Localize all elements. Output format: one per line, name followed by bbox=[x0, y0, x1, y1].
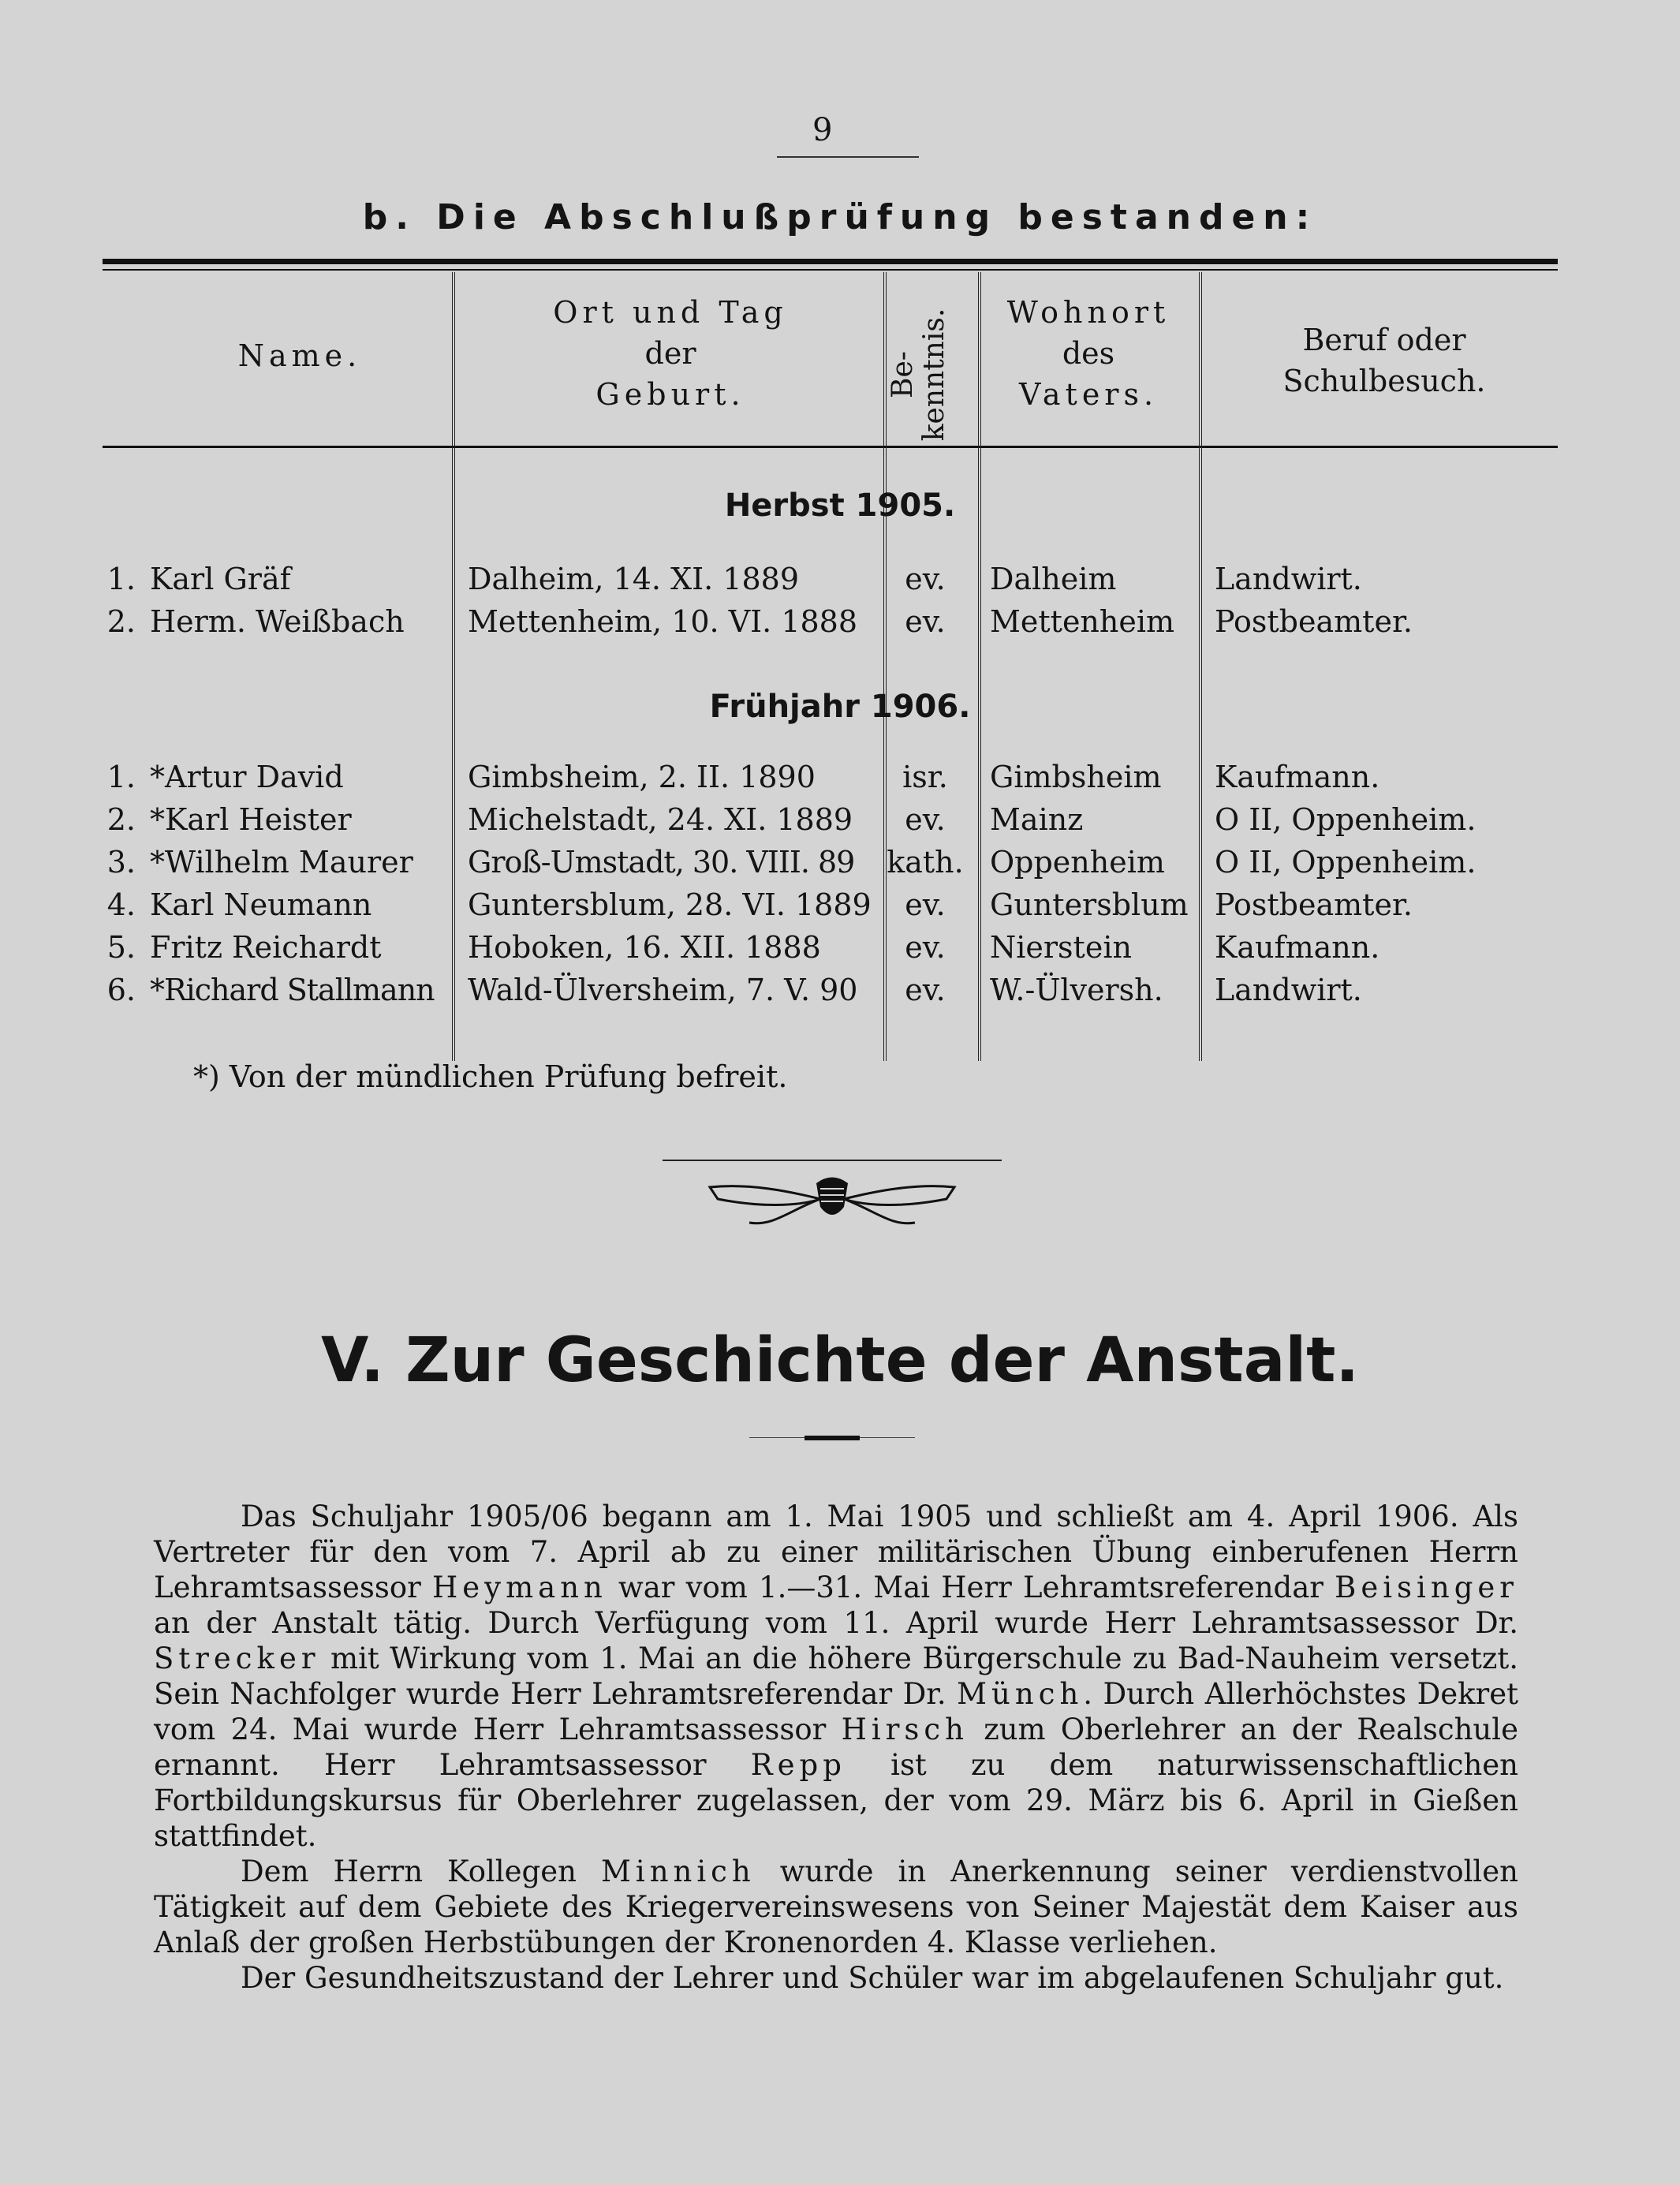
text-run: mit Wirkung vom 1. Mai an die höhere Bürgerschule zu Bad-Nauheim versetzt. Sein Nachfolger wurde Herr Lehramtsreferendar Dr. bbox=[154, 1642, 1518, 1711]
section-title: Herbst 1905. bbox=[724, 487, 956, 524]
paragraph-2 bbox=[154, 1854, 1518, 1960]
header-wohnort-line1: Wohnort bbox=[1006, 295, 1170, 330]
section-heading: b. Die Abschlußprüfung bestanden: bbox=[362, 197, 1318, 237]
text-run: an der Anstalt tätig. Durch Verfügung vom 11. April wurde Herr Lehramtsassessor Dr. bbox=[154, 1606, 1518, 1640]
row-birth: Dalheim, 14. XI. 1889 bbox=[468, 562, 800, 596]
table-top-rule bbox=[103, 259, 1558, 264]
header-ort-line1: Ort und Tag bbox=[553, 295, 788, 330]
row-profession: O II, Oppenheim. bbox=[1215, 845, 1477, 880]
row-birth: Guntersblum, 28. VI. 1889 bbox=[468, 887, 872, 922]
text-run: zum Oberlehrer an der Realschule ernannt. Herr Lehramtsassessor bbox=[154, 1713, 1518, 1782]
row-number: 3. bbox=[106, 845, 136, 880]
paragraph-3: Der Gesundheitszustand der Lehrer und Schüler war im abgelaufenen Schuljahr gut. bbox=[241, 1961, 1504, 1995]
row-birth: Gimbsheim, 2. II. 1890 bbox=[468, 760, 816, 794]
spaced-name: Hirsch bbox=[841, 1713, 969, 1746]
row-birth: Hoboken, 16. XII. 1888 bbox=[468, 930, 821, 965]
row-number: 2. bbox=[106, 604, 136, 639]
row-number: 1. bbox=[106, 562, 136, 596]
row-number: 1. bbox=[106, 760, 136, 794]
text-run: war vom 1.—31. Mai Herr Lehramtsreferendar bbox=[607, 1571, 1335, 1604]
row-name: *Wilhelm Maurer bbox=[150, 845, 413, 880]
row-confession: ev. bbox=[905, 802, 946, 837]
row-profession: Postbeamter. bbox=[1215, 887, 1413, 922]
row-name: Herm. Weißbach bbox=[150, 604, 405, 639]
page-number-rule bbox=[777, 156, 919, 158]
spaced-name: Münch bbox=[957, 1677, 1084, 1711]
spaced-name: Strecker bbox=[154, 1642, 320, 1675]
row-name: Fritz Reichardt bbox=[150, 930, 382, 965]
row-confession: ev. bbox=[905, 973, 946, 1007]
header-wohnort-line3: Vaters. bbox=[1018, 377, 1159, 412]
row-name: Karl Gräf bbox=[150, 562, 291, 596]
row-name: *Richard Stallmann bbox=[150, 973, 435, 1007]
header-bekenntnis bbox=[887, 288, 950, 446]
row-profession: Landwirt. bbox=[1215, 562, 1362, 596]
row-residence: Nierstein bbox=[990, 930, 1132, 965]
row-confession: isr. bbox=[902, 760, 948, 794]
row-name: *Artur David bbox=[150, 760, 344, 794]
row-number: 2. bbox=[106, 802, 136, 837]
table-header-rule bbox=[103, 446, 1558, 448]
row-profession: Kaufmann. bbox=[1215, 930, 1380, 965]
footnote: *) Von der mündlichen Prüfung befreit. bbox=[193, 1059, 788, 1094]
row-birth: Groß-Umstadt, 30. VIII. 89 bbox=[468, 845, 855, 880]
text-run: Das Schuljahr 1905/06 begann am 1. Mai 1905 und schließt am 4. April 1906. Als Vertreter für den vom 7. April ab zu einer militärischen Übung einberufenen Herrn Lehramtsassessor bbox=[154, 1500, 1518, 1604]
header-wohnort bbox=[990, 292, 1187, 415]
header-beruf-line2: Schulbesuch. bbox=[1282, 364, 1486, 398]
row-profession: Kaufmann. bbox=[1215, 760, 1380, 794]
text-run: wurde in Anerkennung seiner verdienstvollen Tätigkeit auf dem Gebiete des Kriegervereinswesens von Seiner Majestät dem Kaiser aus Anlaß der großen Herbstübungen der Kronenorden 4. Klasse verliehen. bbox=[154, 1854, 1518, 1959]
row-residence: Guntersblum bbox=[990, 887, 1189, 922]
section-title: Frühjahr 1906. bbox=[709, 689, 971, 725]
row-residence: Mainz bbox=[990, 802, 1084, 837]
header-ort-line3: Geburt. bbox=[595, 377, 745, 412]
table-row bbox=[0, 604, 1680, 648]
text-run: Dem Herrn Kollegen bbox=[241, 1854, 601, 1888]
ornament-icon bbox=[702, 1163, 962, 1234]
ornament-rule bbox=[663, 1160, 1002, 1161]
row-confession: ev. bbox=[905, 604, 946, 639]
row-confession: ev. bbox=[905, 930, 946, 965]
row-confession: ev. bbox=[905, 887, 946, 922]
header-wohnort-line2: des bbox=[1062, 336, 1115, 371]
spaced-name: Heymann bbox=[432, 1571, 607, 1604]
text-run: . Durch Allerhöchstes Dekret vom 24. Mai wurde Herr Lehramtsassessor bbox=[154, 1677, 1518, 1746]
header-ort-line2: der bbox=[644, 336, 696, 371]
row-name: Karl Neumann bbox=[150, 887, 372, 922]
table-row bbox=[0, 973, 1680, 1017]
paragraph-1 bbox=[154, 1499, 1518, 1854]
row-residence: Oppenheim bbox=[990, 845, 1165, 880]
row-profession: Landwirt. bbox=[1215, 973, 1362, 1007]
body-text bbox=[154, 1499, 1518, 1996]
page-number: 9 bbox=[812, 112, 833, 148]
row-residence: Gimbsheim bbox=[990, 760, 1162, 794]
table-row bbox=[0, 562, 1680, 606]
row-name: *Karl Heister bbox=[150, 802, 352, 837]
row-birth: Michelstadt, 24. XI. 1889 bbox=[468, 802, 853, 837]
table-row bbox=[0, 845, 1680, 889]
table-row bbox=[0, 887, 1680, 932]
table-top-rule-thin bbox=[103, 269, 1558, 271]
text-run: ist zu dem naturwissenschaftlichen Fortbildungskursus für Oberlehrer zugelassen, der vom 29. März bis 6. April in Gießen stattfindet. bbox=[154, 1748, 1519, 1853]
row-number: 4. bbox=[106, 887, 136, 922]
header-bekenntnis-label: Be-kenntnis. bbox=[887, 308, 950, 442]
row-number: 6. bbox=[106, 973, 136, 1007]
header-beruf-line1: Beruf oder bbox=[1302, 323, 1466, 357]
chapter-title: V. Zur Geschichte der Anstalt. bbox=[320, 1325, 1360, 1396]
row-profession: Postbeamter. bbox=[1215, 604, 1413, 639]
title-rule bbox=[805, 1436, 860, 1440]
spaced-name: Minnich bbox=[600, 1854, 756, 1888]
table-row bbox=[0, 802, 1680, 846]
row-number: 5. bbox=[106, 930, 136, 965]
table-row bbox=[0, 930, 1680, 974]
row-birth: Mettenheim, 10. VI. 1888 bbox=[468, 604, 858, 639]
header-ort bbox=[465, 292, 875, 415]
spaced-name: Repp bbox=[750, 1748, 846, 1782]
row-birth: Wald-Ülversheim, 7. V. 90 bbox=[468, 973, 858, 1007]
row-residence: W.-Ülversh. bbox=[990, 973, 1163, 1007]
row-residence: Dalheim bbox=[990, 562, 1117, 596]
row-confession: kath. bbox=[887, 845, 964, 880]
row-profession: O II, Oppenheim. bbox=[1215, 802, 1477, 837]
spaced-name: Beisinger bbox=[1335, 1571, 1518, 1604]
header-name: Name. bbox=[237, 338, 362, 373]
header-beruf bbox=[1211, 319, 1558, 402]
row-residence: Mettenheim bbox=[990, 604, 1175, 639]
row-confession: ev. bbox=[905, 562, 946, 596]
table-row bbox=[0, 760, 1680, 804]
